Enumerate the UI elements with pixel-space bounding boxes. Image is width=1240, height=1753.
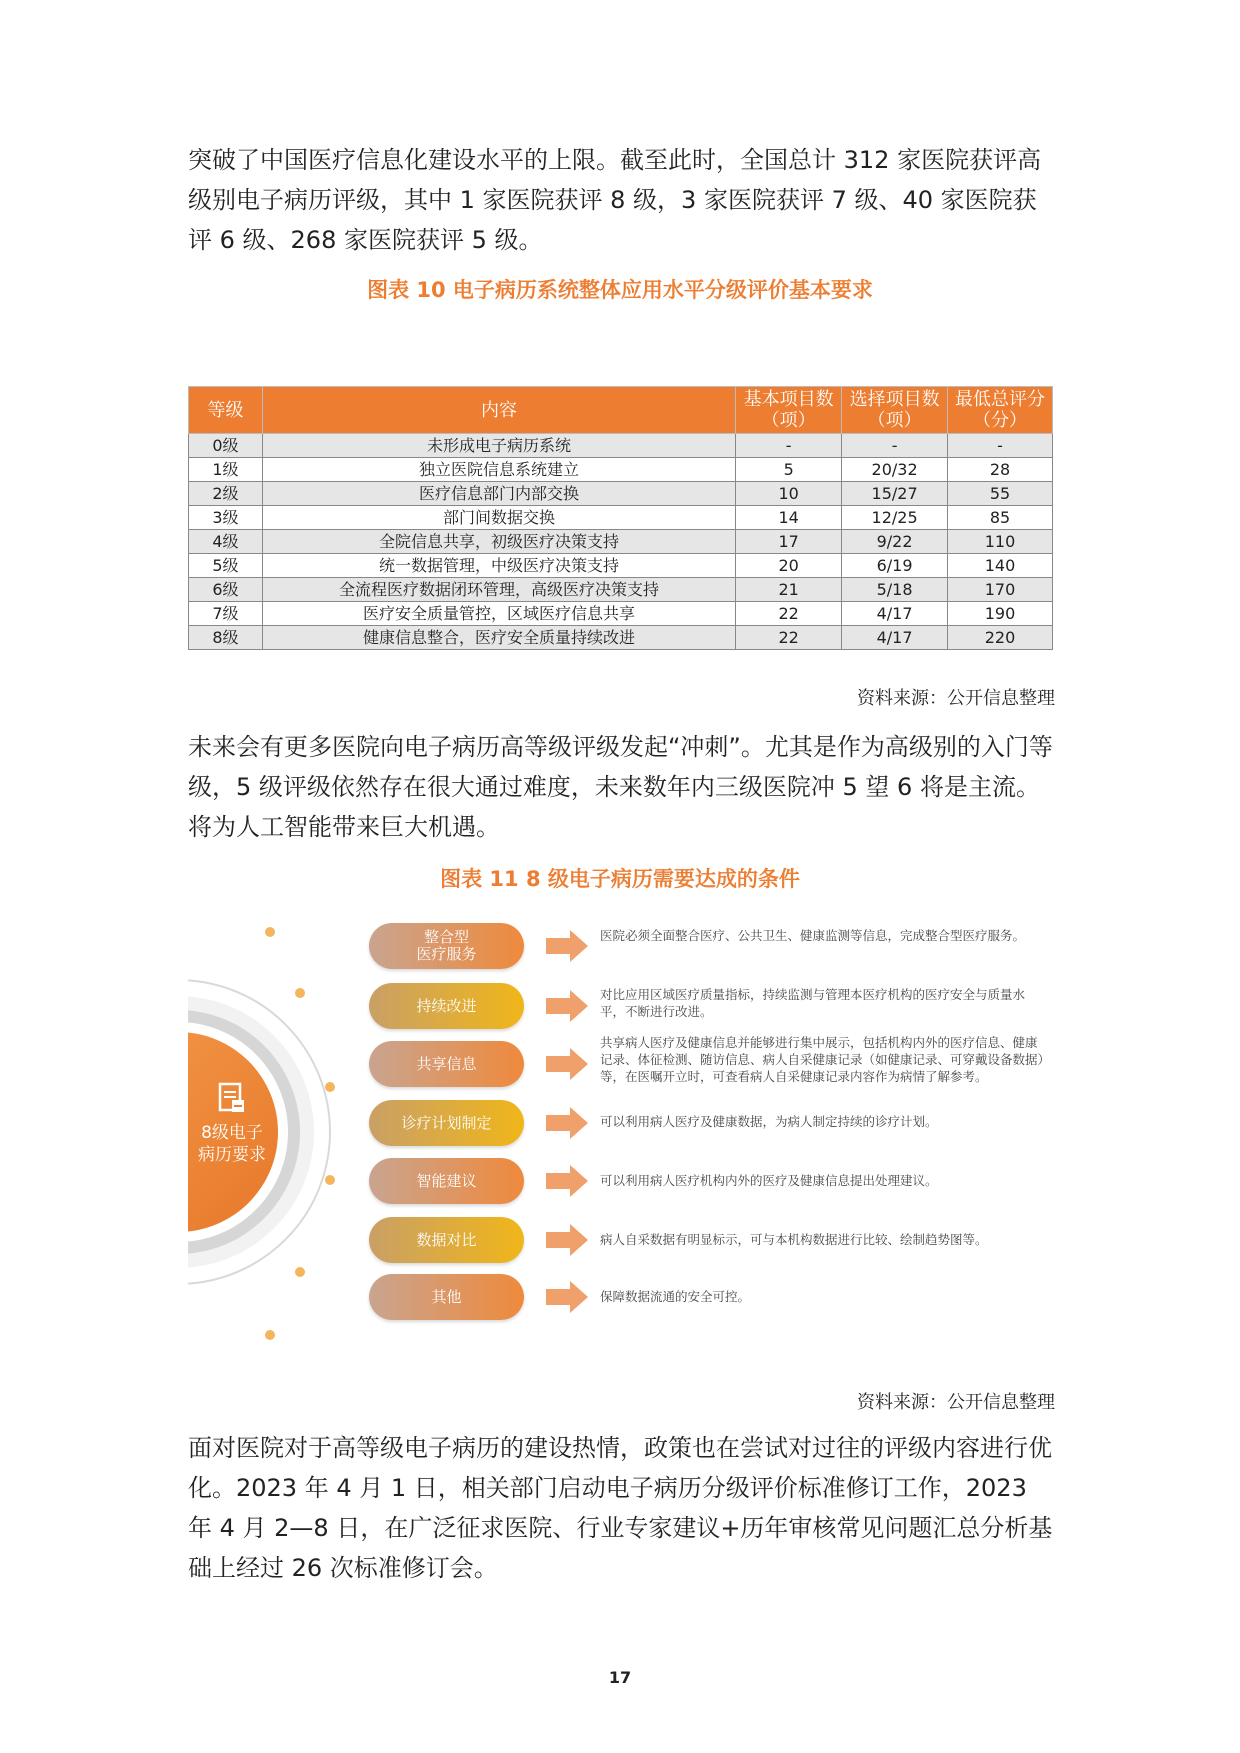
cell-score: 28 bbox=[948, 458, 1053, 482]
header-score-line1: 最低总评分 bbox=[955, 389, 1046, 410]
figure10-source: 资料来源：公开信息整理 bbox=[857, 688, 1055, 709]
header-optional-items bbox=[842, 387, 948, 434]
figure10-caption: 图表 10 电子病历系统整体应用水平分级评价基本要求 bbox=[367, 278, 873, 302]
cell-basic: 20 bbox=[736, 554, 842, 578]
header-score-line2: （分） bbox=[973, 410, 1028, 431]
center-label-line1: 8级电子 bbox=[201, 1123, 263, 1143]
cell-score: 55 bbox=[948, 482, 1053, 506]
intro-paragraph: 突破了中国医疗信息化建设水平的上限。截至此时，全国总计 312 家医院获评高级别电子病历评级，其中 1 家医院获评 8 级，3 家医院获评 7 级、40 家医院获评 6 级、268 家医院获评 5 级。 bbox=[188, 146, 1042, 254]
cell-optional: 20/32 bbox=[842, 458, 948, 482]
requirement-description: 保障数据流通的安全可控。 bbox=[600, 1289, 751, 1304]
cell-grade: 1级 bbox=[189, 458, 263, 482]
cell-content: 全院信息共享，初级医疗决策支持 bbox=[262, 530, 735, 554]
closing-paragraph: 面对医院对于高等级电子病历的建设热情，政策也在尝试对过往的评级内容进行优化。2023 年 4 月 1 日，相关部门启动电子病历分级评价标准修订工作，2023 年 4 月 2—8 日，在广泛征求医院、行业专家建议+历年审核常见问题汇总分析基础上经过 26 次标准修订会。 bbox=[188, 1434, 1053, 1582]
ring-dot bbox=[265, 1330, 275, 1340]
header-optional-line2: （项） bbox=[867, 410, 922, 431]
cell-grade: 5级 bbox=[189, 554, 263, 578]
ring-dot bbox=[295, 1267, 305, 1277]
cell-content: 医疗安全质量管控，区域医疗信息共享 bbox=[262, 602, 735, 626]
table-row bbox=[189, 602, 1053, 626]
requirement-description: 病人自采数据有明显标示，可与本机构数据进行比较、绘制趋势图等。 bbox=[600, 1232, 988, 1247]
cell-optional: 5/18 bbox=[842, 578, 948, 602]
cell-basic: - bbox=[736, 434, 842, 458]
ring-dot bbox=[295, 988, 305, 998]
pill-label: 其他 bbox=[369, 1274, 524, 1320]
requirement-description: 医院必须全面整合医疗、公共卫生、健康监测等信息，完成整合型医疗服务。 bbox=[600, 928, 1026, 943]
header-min-score bbox=[948, 387, 1053, 434]
center-label bbox=[188, 1122, 276, 1166]
document-icon bbox=[214, 1080, 250, 1116]
cell-score: 85 bbox=[948, 506, 1053, 530]
cell-grade: 6级 bbox=[189, 578, 263, 602]
cell-basic: 22 bbox=[736, 626, 842, 650]
table-row bbox=[189, 482, 1053, 506]
center-label-line2: 病历要求 bbox=[198, 1145, 266, 1165]
cell-basic: 10 bbox=[736, 482, 842, 506]
pill-label: 数据对比 bbox=[369, 1217, 524, 1263]
cell-score: 220 bbox=[948, 626, 1053, 650]
arrow-icon bbox=[546, 1279, 590, 1315]
cell-grade: 8级 bbox=[189, 626, 263, 650]
cell-content: 全流程医疗数据闭环管理，高级医疗决策支持 bbox=[262, 578, 735, 602]
cell-content: 独立医院信息系统建立 bbox=[262, 458, 735, 482]
pill-label: 智能建议 bbox=[369, 1158, 524, 1204]
ring-dot bbox=[265, 927, 275, 937]
grade-requirements-table bbox=[188, 386, 1053, 650]
cell-optional: - bbox=[842, 434, 948, 458]
header-basic-items bbox=[736, 387, 842, 434]
pill-label: 诊疗计划制定 bbox=[369, 1100, 524, 1146]
requirement-description: 共享病人医疗及健康信息并能够进行集中展示，包括机构内外的医疗信息、健康记录、体征检测、随访信息、病人自采健康记录（如健康记录、可穿戴设备数据）等，在医嘱开立时，可查看病人自采健康记录内容作为病情了解参考。 bbox=[600, 1035, 1044, 1084]
cell-basic: 5 bbox=[736, 458, 842, 482]
cell-content: 部门间数据交换 bbox=[262, 506, 735, 530]
table-row bbox=[189, 458, 1053, 482]
pill-label: 持续改进 bbox=[369, 983, 524, 1029]
figure11-diagram bbox=[188, 900, 1058, 1360]
table-row bbox=[189, 506, 1053, 530]
cell-optional: 6/19 bbox=[842, 554, 948, 578]
cell-optional: 15/27 bbox=[842, 482, 948, 506]
cell-content: 统一数据管理，中级医疗决策支持 bbox=[262, 554, 735, 578]
cell-basic: 17 bbox=[736, 530, 842, 554]
cell-score: 170 bbox=[948, 578, 1053, 602]
pill-label-line1: 整合型 bbox=[423, 928, 469, 946]
header-content: 内容 bbox=[262, 387, 735, 434]
cell-grade: 7级 bbox=[189, 602, 263, 626]
arrow-icon bbox=[546, 928, 590, 964]
cell-score: 140 bbox=[948, 554, 1053, 578]
cell-grade: 4级 bbox=[189, 530, 263, 554]
cell-content: 未形成电子病历系统 bbox=[262, 434, 735, 458]
figure11-caption: 图表 11 8 级电子病历需要达成的条件 bbox=[440, 867, 800, 891]
table-row bbox=[189, 626, 1053, 650]
requirement-description: 可以利用病人医疗机构内外的医疗及健康信息提出处理建议。 bbox=[600, 1173, 938, 1188]
header-basic-line1: 基本项目数 bbox=[743, 389, 834, 410]
ring-dot bbox=[325, 1082, 335, 1092]
header-optional-line1: 选择项目数 bbox=[849, 389, 940, 410]
table-row bbox=[189, 554, 1053, 578]
cell-score: 110 bbox=[948, 530, 1053, 554]
pill-label bbox=[369, 923, 524, 969]
arrow-icon bbox=[546, 1046, 590, 1082]
pill-label-line2: 医疗服务 bbox=[416, 945, 477, 963]
cell-basic: 14 bbox=[736, 506, 842, 530]
pill-label: 共享信息 bbox=[369, 1041, 524, 1087]
cell-optional: 9/22 bbox=[842, 530, 948, 554]
cell-grade: 0级 bbox=[189, 434, 263, 458]
table-row bbox=[189, 578, 1053, 602]
cell-content: 健康信息整合，医疗安全质量持续改进 bbox=[262, 626, 735, 650]
cell-optional: 12/25 bbox=[842, 506, 948, 530]
arrow-icon bbox=[546, 1105, 590, 1141]
cell-basic: 21 bbox=[736, 578, 842, 602]
cell-optional: 4/17 bbox=[842, 626, 948, 650]
cell-content: 医疗信息部门内部交换 bbox=[262, 482, 735, 506]
page-number: 17 bbox=[608, 1668, 632, 1687]
cell-grade: 3级 bbox=[189, 506, 263, 530]
arrow-icon bbox=[546, 1222, 590, 1258]
table-header-row bbox=[189, 387, 1053, 434]
ring-dot bbox=[325, 1175, 335, 1185]
middle-paragraph: 未来会有更多医院向电子病历高等级评级发起“冲刺”。尤其是作为高级别的入门等级，5 级评级依然存在很大通过难度，未来数年内三级医院冲 5 望 6 将是主流。将为人工智能带来巨大机遇。 bbox=[188, 733, 1053, 841]
arrow-icon bbox=[546, 1163, 590, 1199]
header-basic-line2: （项） bbox=[761, 410, 816, 431]
table-row bbox=[189, 530, 1053, 554]
header-grade: 等级 bbox=[189, 387, 263, 434]
requirement-description: 对比应用区域医疗质量指标，持续监测与管理本医疗机构的医疗安全与质量水平，不断进行改进。 bbox=[600, 987, 1026, 1019]
cell-score: - bbox=[948, 434, 1053, 458]
cell-grade: 2级 bbox=[189, 482, 263, 506]
cell-score: 190 bbox=[948, 602, 1053, 626]
figure11-source: 资料来源：公开信息整理 bbox=[857, 1392, 1055, 1413]
arrow-icon bbox=[546, 988, 590, 1024]
cell-basic: 22 bbox=[736, 602, 842, 626]
table-row bbox=[189, 434, 1053, 458]
requirement-description: 可以利用病人医疗及健康数据，为病人制定持续的诊疗计划。 bbox=[600, 1114, 938, 1129]
cell-optional: 4/17 bbox=[842, 602, 948, 626]
